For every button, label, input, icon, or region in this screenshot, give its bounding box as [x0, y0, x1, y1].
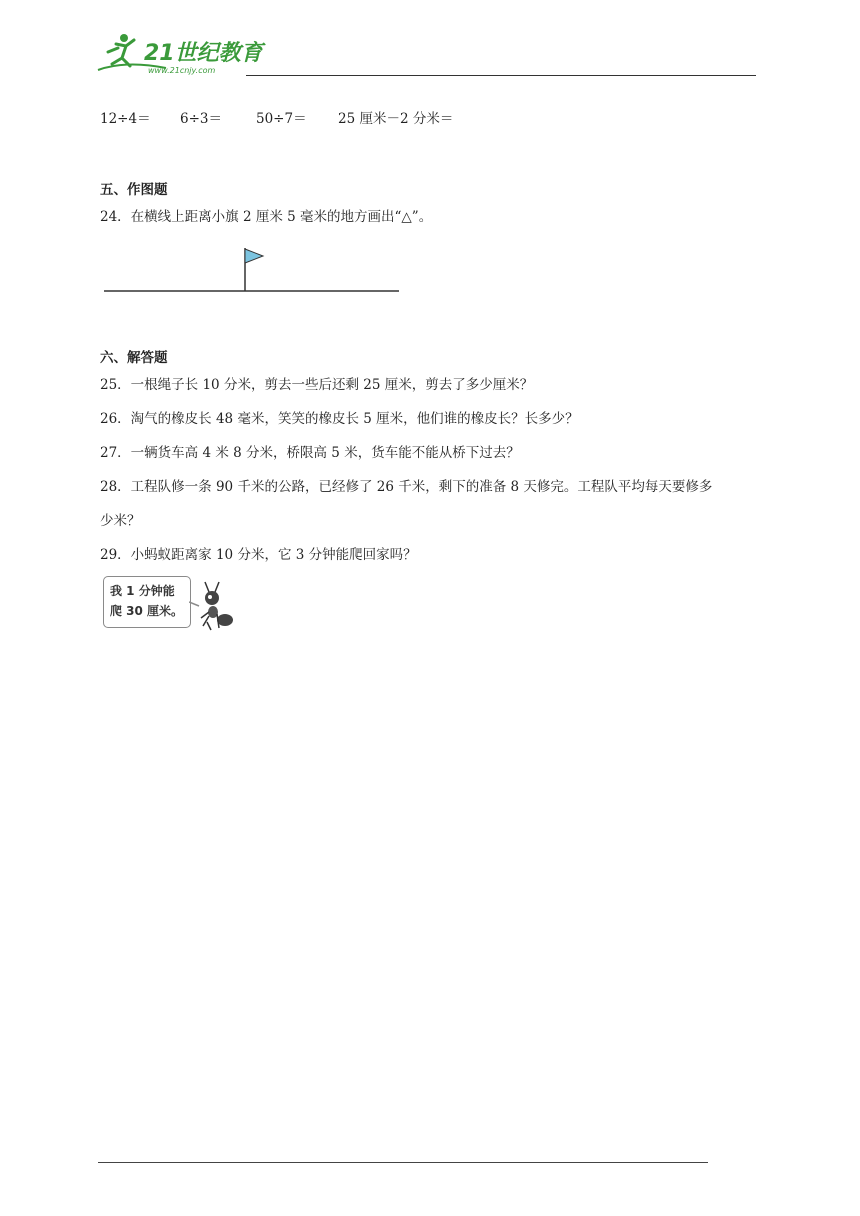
section-title-drawing: 五、作图题 [100, 182, 168, 198]
question-26: 26．淘气的橡皮长 48 毫米，笑笑的橡皮长 5 厘米，他们谁的橡皮长？长多少？ [100, 411, 579, 427]
bubble-text-line: 我 1 分钟能 [110, 584, 175, 598]
calc-item: 6÷3＝ [180, 111, 222, 127]
question-25: 25．一根绳子长 10 分米，剪去一些后还剩 25 厘米，剪去了多少厘米？ [100, 377, 534, 393]
flag-icon [245, 249, 263, 263]
brand-name: 21世纪教育 [144, 41, 263, 66]
header-rule [246, 75, 756, 76]
question-24: 24．在横线上距离小旗 2 厘米 5 毫米的地方画出“△”。 [100, 209, 433, 225]
footer-rule [98, 1162, 708, 1163]
question-29: 29．小蚂蚁距离家 10 分米，它 3 分钟能爬回家吗？ [100, 547, 417, 563]
calc-item: 50÷7＝ [256, 111, 307, 127]
question-27: 27．一辆货车高 4 米 8 分米，桥限高 5 米，货车能不能从桥下过去？ [100, 445, 520, 461]
calc-item: 12÷4＝ [100, 111, 151, 127]
brand-logo [96, 30, 266, 76]
section-title-word-problems: 六、解答题 [100, 350, 168, 366]
ant-icon [189, 580, 241, 634]
question-28-continued: 少米？ [100, 513, 141, 529]
bubble-text-line: 爬 30 厘米。 [110, 604, 184, 618]
page-header [96, 30, 756, 78]
ant-illustration [103, 576, 243, 634]
speech-bubble [103, 576, 191, 628]
flag-line-figure [104, 244, 404, 296]
calc-item: 25 厘米－2 分米＝ [338, 111, 454, 127]
brand-url: www.21cnjy.com [148, 66, 216, 75]
question-28: 28．工程队修一条 90 千米的公路，已经修了 26 千米，剩下的准备 8 天修完。工程队平均每天要修多 [100, 479, 713, 495]
